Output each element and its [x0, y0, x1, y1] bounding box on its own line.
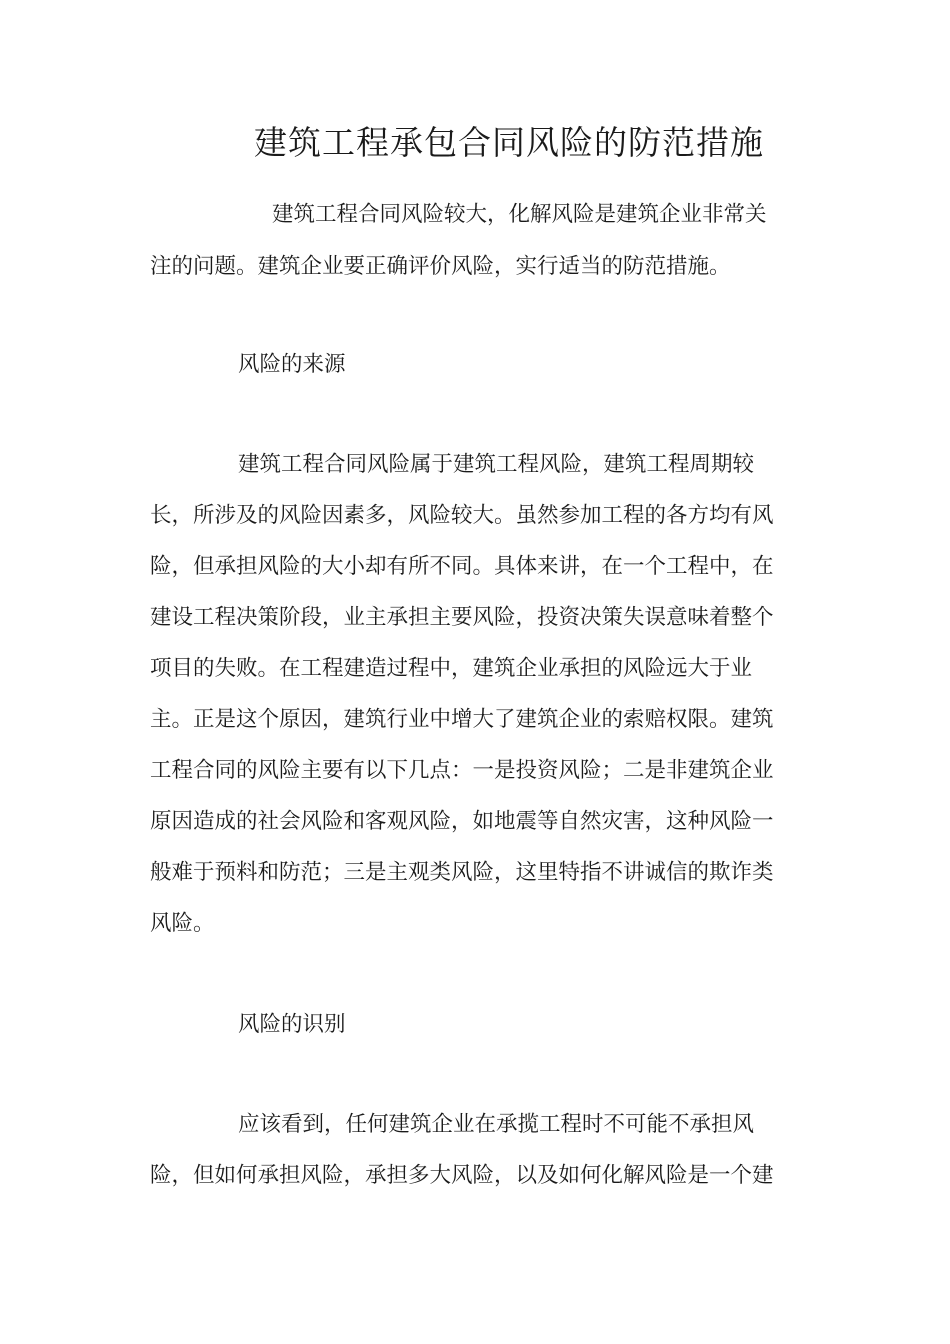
- paragraph-line: 建筑工程合同风险属于建筑工程风险，建筑工程周期较: [238, 452, 755, 477]
- paragraph-line: 风险。: [150, 911, 215, 936]
- document-title: 建筑工程承包合同风险的防范措施: [254, 123, 764, 162]
- paragraph-line: 险，但承担风险的大小却有所不同。具体来讲，在一个工程中，在: [150, 554, 774, 579]
- intro-line-1: 建筑工程合同风险较大，化解风险是建筑企业非常关: [272, 202, 767, 227]
- paragraph-line: 长，所涉及的风险因素多，风险较大。虽然参加工程的各方均有风: [150, 503, 774, 528]
- paragraph-line: 工程合同的风险主要有以下几点：一是投资风险；二是非建筑企业: [150, 758, 774, 783]
- paragraph-line: 建设工程决策阶段，业主承担主要风险，投资决策失误意味着整个: [150, 605, 774, 630]
- paragraph-line: 险，但如何承担风险，承担多大风险，以及如何化解风险是一个建: [150, 1163, 774, 1188]
- section-heading-risk-source: 风险的来源: [238, 352, 346, 377]
- section-heading-risk-identification: 风险的识别: [238, 1012, 346, 1037]
- paragraph-line: 主。正是这个原因，建筑行业中增大了建筑企业的索赔权限。建筑: [150, 707, 774, 732]
- intro-line-2: 注的问题。建筑企业要正确评价风险，实行适当的防范措施。: [150, 254, 731, 279]
- paragraph-line: 原因造成的社会风险和客观风险，如地震等自然灾害，这种风险一: [150, 809, 774, 834]
- paragraph-line: 应该看到，任何建筑企业在承揽工程时不可能不承担风: [238, 1112, 755, 1137]
- paragraph-line: 项目的失败。在工程建造过程中，建筑企业承担的风险远大于业: [150, 656, 753, 681]
- paragraph-line: 般难于预料和防范；三是主观类风险，这里特指不讲诚信的欺诈类: [150, 860, 774, 885]
